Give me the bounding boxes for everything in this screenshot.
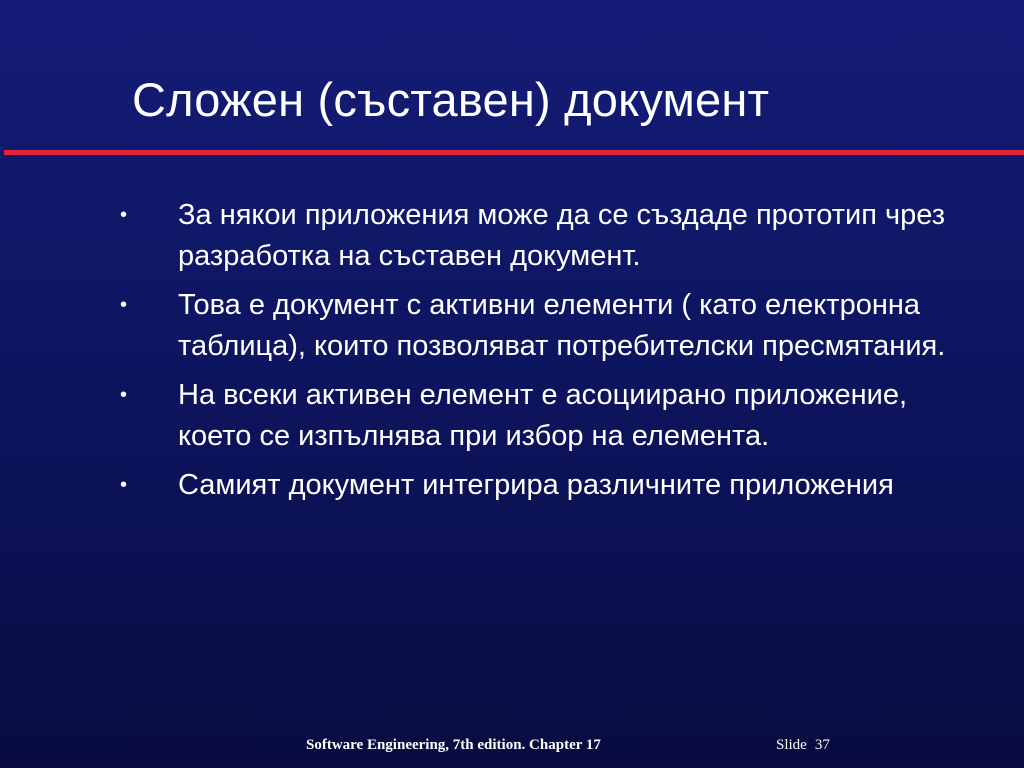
slide-title: Сложен (съставен) документ [132,73,770,126]
bullet-item [0,375,1024,457]
bullet-dot-icon: • [120,204,128,226]
bullet-item [0,195,1024,277]
slide-number: 37 [814,737,830,753]
bullet-text: За някои приложения може да се създаде прототип чрез разработка на съставен документ. [178,199,945,272]
bullet-dot-icon: • [120,474,128,496]
bullet-text: На всеки активен елемент е асоциирано приложение, което се изпълнява при избор на елемента. [178,379,908,452]
bullet-item [0,465,1024,506]
footer-reference: Software Engineering, 7th edition. Chapter 17 [306,737,601,753]
slide-label: Slide [776,737,807,753]
title-divider [4,150,1024,155]
bullet-dot-icon: • [120,294,128,316]
bullet-text: Самият документ интегрира различните приложения [178,469,894,501]
bullet-dot-icon: • [120,384,128,406]
footer-slide-number [776,737,830,754]
bullet-list [0,195,1024,514]
bullet-item [0,285,1024,367]
bullet-text: Това е документ с активни елементи ( като електронна таблица), които позволяват потребителски пресмятания. [178,289,946,362]
